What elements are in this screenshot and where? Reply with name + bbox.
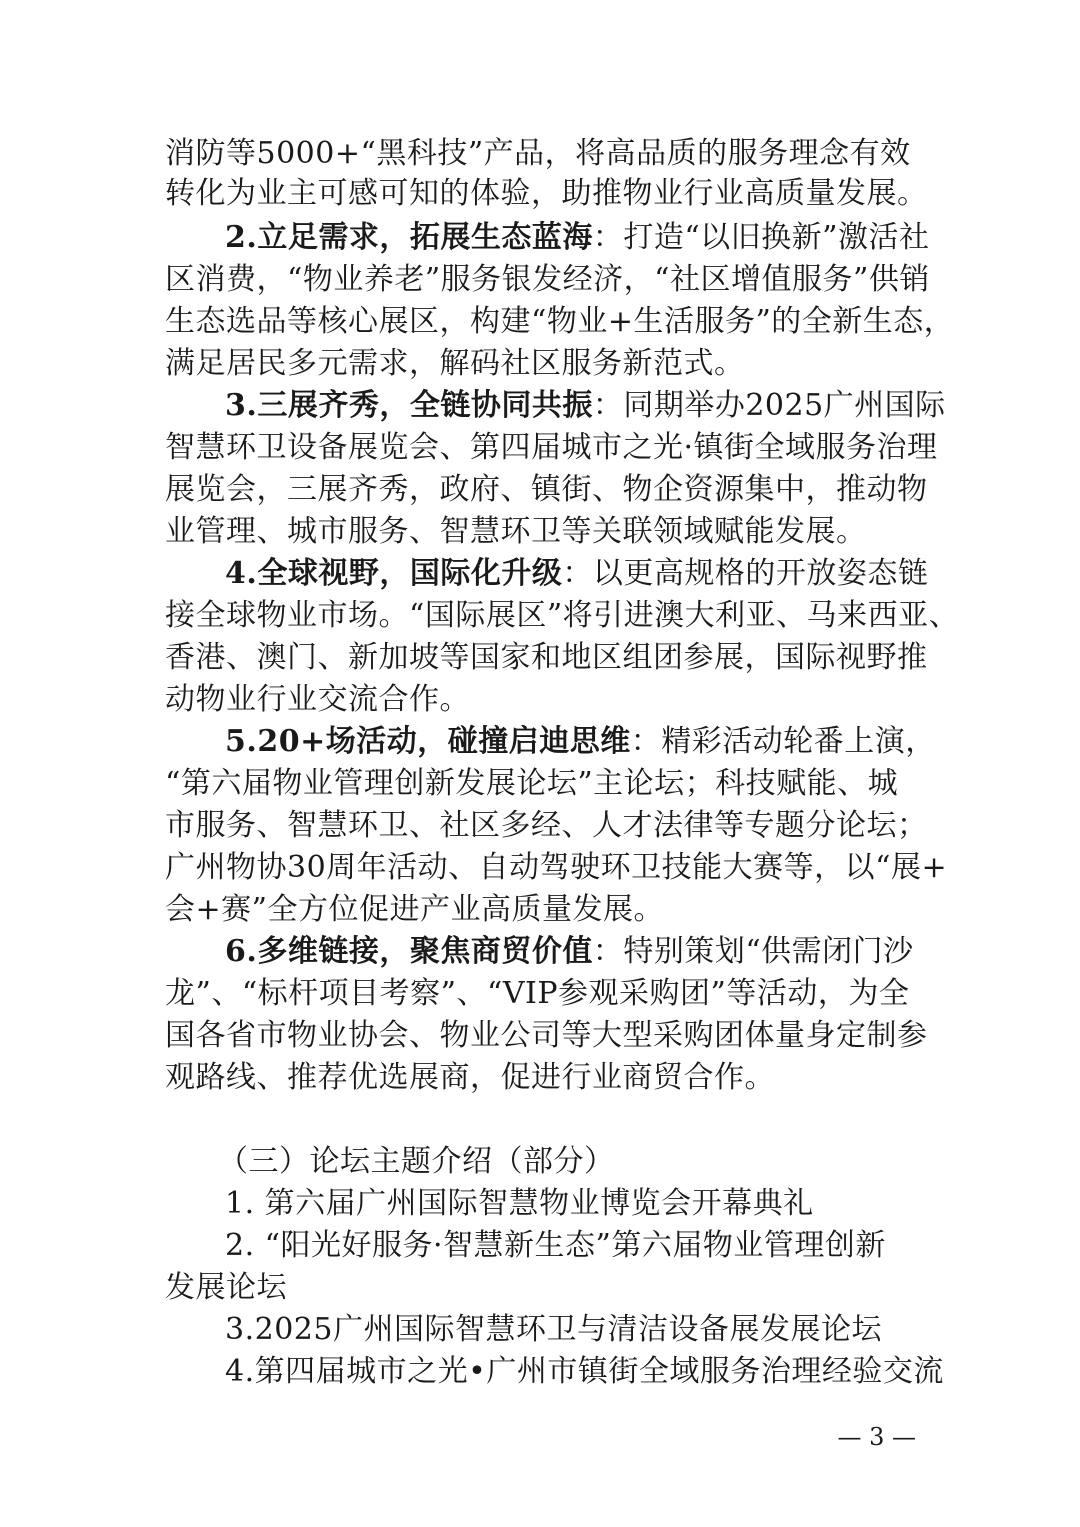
- item-5-line-1: [225, 720, 936, 764]
- item-4-text: ：以更高规格的开放姿态链: [562, 556, 929, 591]
- item-4-heading: 4.全球视野，国际化升级: [225, 556, 563, 591]
- item-5-line-5: 会+赛”全方位促进产业高质量发展。: [165, 892, 664, 927]
- item-5-line-2: “第六届物业管理创新发展论坛”主论坛；科技赋能、城: [165, 766, 899, 801]
- item-5-heading: 5.20+场活动，碰撞启迪思维: [225, 724, 631, 759]
- item-2-text: ：打造“以旧换新”激活社: [592, 220, 930, 255]
- forum-item-3: 3.2025广州国际智慧环卫与清洁设备展发展论坛: [225, 1312, 882, 1347]
- item-6-line-4: 观路线、推荐优选展商，促进行业商贸合作。: [165, 1060, 775, 1095]
- item-5-text: ：精彩活动轮番上演，: [630, 724, 936, 759]
- page-number: — 3 —: [837, 1423, 916, 1451]
- item-2-line-3: 生态选品等核心展区，构建“物业+生活服务”的全新生态，: [165, 304, 955, 339]
- item-6-line-2: 龙”、“标杆项目考察”、“VIP参观采购团”等活动，为全: [165, 976, 910, 1011]
- item-3-line-4: 业管理、城市服务、智慧环卫等关联领域赋能发展。: [165, 514, 867, 549]
- item-4-line-4: 动物业行业交流合作。: [165, 682, 470, 717]
- item-6-line-3: 国各省市物业协会、物业公司等大型采购团体量身定制参: [165, 1018, 928, 1053]
- item-3-heading: 3.三展齐秀，全链协同共振: [225, 388, 593, 423]
- item-3-line-1: [225, 384, 946, 428]
- item-4-line-3: 香港、澳门、新加坡等国家和地区组团参展，国际视野推: [165, 640, 928, 675]
- forum-section-title: （三）论坛主题介绍（部分）: [218, 1144, 615, 1179]
- forum-item-4: 4.第四届城市之光•广州市镇街全域服务治理经验交流: [225, 1354, 944, 1389]
- item-2-line-4: 满足居民多元需求，解码社区服务新范式。: [165, 346, 745, 381]
- item-6-text: ：特别策划“供需闭门沙: [592, 934, 914, 969]
- item-3-text: ：同期举办2025广州国际: [592, 388, 946, 423]
- item-2-heading: 2.立足需求，拓展生态蓝海: [225, 220, 593, 255]
- forum-item-2-line-1: 2. “阳光好服务·智慧新生态”第六届物业管理创新: [225, 1228, 886, 1263]
- item-2-line-2: 区消费，“物业养老”服务银发经济，“社区增值服务”供销: [165, 262, 930, 297]
- item-5-line-4: 广州物协30周年活动、自动驾驶环卫技能大赛等，以“展+: [165, 850, 948, 885]
- forum-item-2-line-2: 发展论坛: [165, 1270, 287, 1305]
- item-4-line-1: [225, 552, 929, 596]
- intro-line-1: 消防等5000+“黑科技”产品，将高品质的服务理念有效: [165, 136, 911, 171]
- item-6-heading: 6.多维链接，聚焦商贸价值: [225, 934, 593, 969]
- forum-item-1: 1. 第六届广州国际智慧物业博览会开幕典礼: [225, 1186, 814, 1221]
- item-3-line-3: 展览会，三展齐秀，政府、镇街、物企资源集中，推动物: [165, 472, 928, 507]
- item-4-line-2: 接全球物业市场。“国际展区”将引进澳大利亚、马来西亚、: [165, 598, 960, 633]
- item-6-line-1: [225, 930, 914, 974]
- item-3-line-2: 智慧环卫设备展览会、第四届城市之光·镇街全域服务治理: [165, 430, 938, 465]
- intro-line-2: 转化为业主可感可知的体验，助推物业行业高质量发展。: [165, 176, 928, 211]
- item-2-line-1: [225, 216, 930, 260]
- item-5-line-3: 市服务、智慧环卫、社区多经、人才法律等专题分论坛；: [165, 808, 928, 843]
